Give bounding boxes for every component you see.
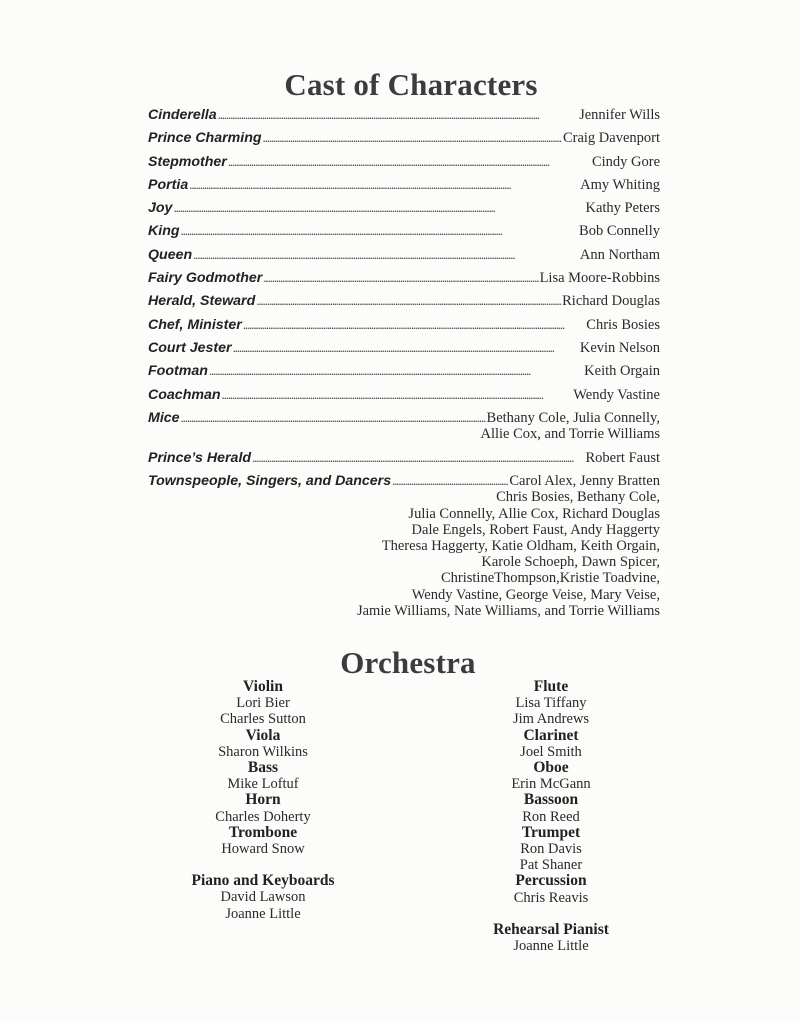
section-heading: Violin [243, 678, 283, 695]
player-name: Howard Snow [221, 841, 305, 858]
dot-leader [233, 340, 579, 356]
role-name: Townspeople, Singers, and Dancers [148, 472, 392, 489]
section-heading: Clarinet [523, 726, 579, 744]
role-name: Coachman [148, 386, 221, 403]
section-heading: Rehearsal Pianist [493, 920, 609, 938]
dot-leader [181, 223, 579, 239]
actor-name: Robert Faust [585, 449, 660, 466]
spacer [451, 906, 651, 922]
role-name: Stepmother [148, 153, 227, 170]
cast-row [148, 473, 660, 490]
cast-row [148, 130, 660, 153]
actor-name: Ann Northam [579, 246, 660, 263]
role-name: Fairy Godmother [148, 270, 263, 287]
player-name: Charles Doherty [215, 808, 311, 825]
actor-name: Kevin Nelson [579, 339, 660, 356]
cast-list [148, 107, 660, 619]
player-name: Mike Loftuf [227, 776, 299, 793]
section-heading: Trumpet [521, 823, 581, 841]
actor-name: Richard Douglas [562, 293, 660, 310]
player-name: Joanne Little [225, 905, 301, 922]
cast-row [148, 317, 660, 340]
dot-leader [222, 387, 573, 403]
actor-name: Wendy Vastine [573, 386, 660, 403]
actor-name: Jennifer Wills [579, 107, 660, 123]
dot-leader [243, 317, 585, 333]
dot-leader [252, 450, 584, 466]
actor-name-continued: Chris Bosies, Bethany Cole, [496, 489, 660, 506]
dot-leader [256, 293, 561, 309]
dot-leader [263, 130, 562, 146]
actor-name: Keith Orgain [584, 363, 660, 380]
role-name: King [148, 223, 180, 240]
player-name: Chris Reavis [513, 889, 589, 906]
spacer [148, 443, 660, 450]
dot-leader [263, 270, 538, 286]
role-name: Cinderella [148, 107, 217, 123]
player-name: Erin McGann [511, 776, 591, 793]
spacer [163, 857, 363, 873]
cast-row [148, 223, 660, 246]
cast-row [148, 387, 660, 410]
player-name: Lisa Tiffany [515, 695, 587, 712]
actor-name-continued: ChristineThompson,Kristie Toadvine, [440, 570, 660, 587]
player-name: Lori Bier [236, 695, 290, 712]
dot-leader [392, 473, 508, 489]
actor-name: Chris Bosies [586, 316, 660, 333]
cast-row [148, 363, 660, 386]
actor-name: Kathy Peters [585, 200, 660, 217]
dot-leader [173, 200, 584, 216]
cast-row [148, 270, 660, 293]
section-heading: Trombone [228, 823, 298, 841]
cast-row [148, 247, 660, 270]
role-name: Queen [148, 246, 193, 263]
dot-leader [209, 363, 583, 379]
cast-row [148, 293, 660, 316]
section-heading: Viola [245, 726, 281, 744]
dot-leader [218, 107, 578, 123]
actor-name-continued: Theresa Haggerty, Katie Oldham, Keith Orgain, [381, 537, 660, 554]
cast-row [148, 177, 660, 200]
dot-leader [193, 247, 579, 263]
role-name: Joy [148, 200, 173, 217]
actor-name: Lisa Moore-Robbins [539, 270, 660, 287]
cast-title: Cast of Characters [284, 67, 538, 102]
actor-name: Bethany Cole, Julia Connelly, [486, 409, 660, 426]
role-name: Mice [148, 409, 180, 426]
actor-name: Carol Alex, Jenny Bratten [509, 472, 660, 489]
role-name: Herald, Steward [148, 293, 256, 310]
cast-row [148, 410, 660, 427]
player-name: Ron Davis [520, 841, 582, 858]
actor-name: Craig Davenport [562, 130, 660, 147]
section-heading: Percussion [515, 872, 587, 890]
actor-name-continued: Karole Schoeph, Dawn Spicer, [481, 554, 660, 571]
player-name: Joel Smith [520, 743, 582, 760]
actor-name-continued: Allie Cox, and Torrie Williams [480, 426, 660, 443]
dot-leader [189, 177, 579, 193]
actor-name: Cindy Gore [591, 153, 660, 170]
cast-row [148, 154, 660, 177]
player-name: Charles Sutton [220, 711, 306, 728]
role-name: Footman [148, 363, 208, 380]
section-heading: Bassoon [523, 791, 579, 809]
player-name: Joanne Little [513, 938, 589, 955]
cast-row [148, 340, 660, 363]
actor-name-continued: Dale Engels, Robert Faust, Andy Haggerty [411, 521, 660, 538]
section-heading: Flute [533, 678, 569, 695]
section-heading: Piano and Keyboards [191, 872, 335, 890]
section-heading: Horn [245, 791, 281, 809]
player-name: Ron Reed [522, 808, 580, 825]
actor-name: Bob Connelly [579, 223, 660, 240]
cast-row [148, 200, 660, 223]
actor-name-continued: Julia Connelly, Allie Cox, Richard Douglas [408, 505, 660, 522]
orchestra-left-column [163, 679, 363, 922]
actor-name-continued: Wendy Vastine, George Veise, Mary Veise, [411, 586, 660, 603]
cast-row [148, 107, 660, 130]
cast-row [148, 450, 660, 473]
section-heading: Oboe [533, 759, 569, 777]
dot-leader [181, 410, 486, 426]
player-name: Pat Shaner [519, 857, 583, 874]
player-name: Sharon Wilkins [218, 743, 308, 760]
dot-leader [228, 154, 591, 170]
actor-name: Amy Whiting [580, 176, 660, 193]
role-name: Portia [148, 176, 189, 193]
actor-name-continued: Jamie Williams, Nate Williams, and Torrie Williams [356, 602, 660, 619]
orchestra-right-column [451, 679, 651, 954]
player-name: David Lawson [220, 889, 306, 906]
role-name: Court Jester [148, 339, 232, 356]
role-name: Prince Charming [148, 130, 262, 147]
role-name: Chef, Minister [148, 316, 242, 333]
section-heading: Bass [247, 759, 279, 777]
player-name: Jim Andrews [512, 711, 590, 728]
orchestra-title: Orchestra [340, 645, 476, 680]
role-name: Prince’s Herald [148, 449, 252, 466]
